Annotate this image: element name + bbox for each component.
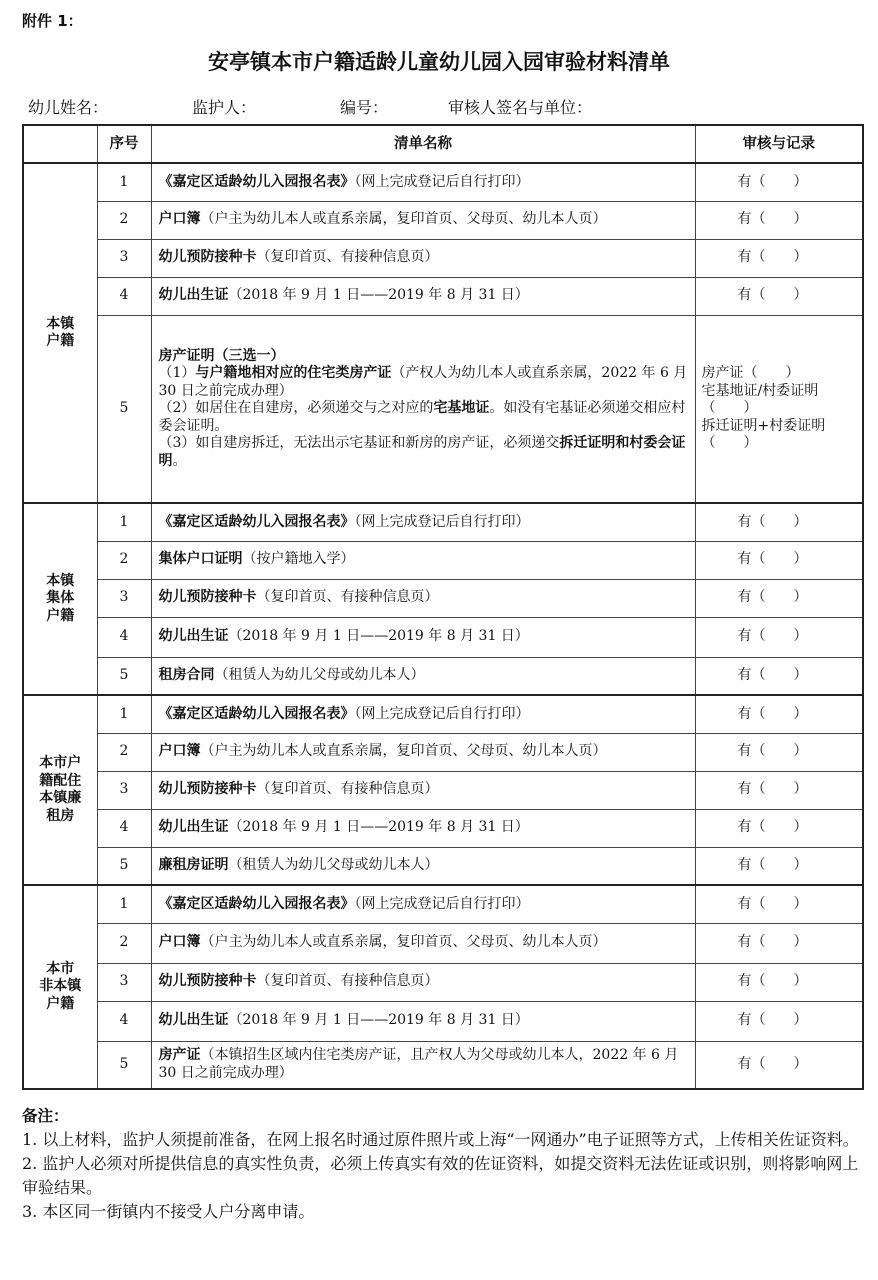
item-cell	[151, 315, 695, 503]
note-item: 2. 监护人必须对所提供信息的真实性负责，必须上传真实有效的佐证资料，如提交资料无法佐证或识别，则将影响网上审验结果。	[22, 1154, 859, 1197]
table-row	[23, 617, 863, 657]
header-name: 清单名称	[151, 125, 695, 163]
category-line: 籍配住	[39, 772, 82, 789]
note-item: 1. 以上材料，监护人须提前准备，在网上报名时通过原件照片或上海“一网通办”电子证照等方式，上传相关佐证资料。	[22, 1130, 859, 1149]
record-cell: 有（ ）	[695, 163, 863, 201]
notes-heading: 备注：	[22, 1107, 69, 1125]
table-row	[23, 541, 863, 579]
record-cell: 有（ ）	[695, 1041, 863, 1089]
item-text: 拆迁证明和村委会证明	[158, 435, 686, 469]
item-detail: （复印首页、有接种信息页）	[256, 781, 439, 798]
item-cell	[151, 733, 695, 771]
table-row	[23, 201, 863, 239]
reviewer-label: 审核人签名与单位：	[448, 98, 593, 117]
number-label: 编号：	[340, 98, 389, 117]
category-line: 户籍	[46, 333, 75, 349]
category-line: 本市	[46, 960, 75, 977]
row-number: 1	[97, 503, 151, 541]
row-number: 5	[97, 1041, 151, 1089]
item-title: 房产证明（三选一）	[158, 347, 285, 364]
record-cell: 有（ ）	[695, 923, 863, 963]
item-cell	[151, 809, 695, 847]
note-item: 3. 本区同一街镇内不接受人户分离申请。	[22, 1202, 315, 1221]
item-cell	[151, 277, 695, 315]
category-line: 本镇	[46, 572, 75, 589]
item-cell	[151, 163, 695, 201]
record-cell: 有（ ）	[695, 733, 863, 771]
row-number: 5	[97, 847, 151, 885]
item-cell	[151, 657, 695, 695]
item-title: 《嘉定区适龄幼儿入园报名表》	[158, 895, 355, 912]
item-text: （1）	[158, 365, 196, 381]
item-cell	[151, 541, 695, 579]
item-detail: （网上完成登记后自行打印）	[354, 895, 530, 912]
item-text: 。	[172, 452, 187, 469]
table-row	[23, 963, 863, 1001]
item-detail: （租赁人为幼儿父母或幼儿本人）	[214, 667, 425, 683]
item-detail: （租赁人为幼儿父母或幼儿本人）	[228, 857, 439, 873]
row-number: 5	[97, 315, 151, 503]
category-line: 户籍	[46, 995, 75, 1012]
table-row	[23, 885, 863, 923]
item-title: 幼儿预防接种卡	[158, 781, 257, 798]
record-cell	[695, 315, 863, 503]
item-cell	[151, 1001, 695, 1041]
item-cell	[151, 963, 695, 1001]
table-row	[23, 277, 863, 315]
item-title: 户口簿	[158, 743, 201, 760]
notes-section	[22, 1104, 867, 1224]
item-title: 幼儿预防接种卡	[158, 249, 257, 266]
item-cell	[151, 503, 695, 541]
item-title: 幼儿出生证	[158, 1012, 229, 1029]
item-cell	[151, 201, 695, 239]
item-title: 户口簿	[158, 934, 201, 951]
category-line: 本镇	[46, 315, 75, 332]
attachment-label: 附件 1：	[22, 12, 83, 30]
item-detail: （户主为幼儿本人或直系亲属，复印首页、父母页、幼儿本人页）	[200, 934, 607, 951]
item-detail: （网上完成登记后自行打印）	[354, 513, 530, 530]
item-title: 《嘉定区适龄幼儿入园报名表》	[158, 513, 355, 530]
row-number: 3	[97, 579, 151, 617]
item-detail: （2018 年 9 月 1 日——2019 年 8 月 31 日）	[228, 628, 529, 645]
item-cell	[151, 239, 695, 277]
item-title: 幼儿出生证	[158, 287, 229, 304]
row-number: 3	[97, 963, 151, 1001]
row-number: 2	[97, 201, 151, 239]
record-cell: 有（ ）	[695, 963, 863, 1001]
table-row	[23, 695, 863, 733]
item-title: 《嘉定区适龄幼儿入园报名表》	[158, 173, 355, 190]
record-cell: 有（ ）	[695, 277, 863, 315]
header-review: 审核与记录	[695, 125, 863, 163]
table-row	[23, 809, 863, 847]
row-number: 4	[97, 277, 151, 315]
record-cell: 有（ ）	[695, 771, 863, 809]
category-line: 本市户	[39, 755, 82, 771]
record-cell: 有（ ）	[695, 239, 863, 277]
category-cell	[23, 503, 97, 695]
item-title: 房产证	[158, 1047, 201, 1064]
item-cell	[151, 885, 695, 923]
record-cell: 有（ ）	[695, 885, 863, 923]
category-line: 集体	[46, 590, 75, 607]
item-title: 幼儿出生证	[158, 628, 229, 645]
item-line	[159, 435, 688, 470]
row-number: 1	[97, 163, 151, 201]
row-number: 4	[97, 809, 151, 847]
table-header-row	[23, 125, 863, 163]
item-text: 。如没有宅基证必须递交相应村委会证明。	[158, 400, 686, 434]
row-number: 2	[97, 733, 151, 771]
item-detail: （复印首页、有接种信息页）	[256, 249, 439, 266]
row-number: 3	[97, 239, 151, 277]
category-line: 租房	[46, 807, 75, 824]
page-title: 安亭镇本市户籍适龄儿童幼儿园入园审验材料清单	[208, 50, 670, 74]
row-number: 4	[97, 1001, 151, 1041]
category-cell	[23, 885, 97, 1089]
materials-table	[22, 124, 864, 1090]
table-row	[23, 579, 863, 617]
row-number: 4	[97, 617, 151, 657]
item-detail: （按户籍地入学）	[242, 551, 355, 568]
row-number: 5	[97, 657, 151, 695]
record-cell: 有（ ）	[695, 657, 863, 695]
item-cell	[151, 771, 695, 809]
record-cell: 有（ ）	[695, 617, 863, 657]
record-cell: 有（ ）	[695, 201, 863, 239]
item-text: 与户籍地相对应的住宅类房产证	[195, 365, 392, 381]
table-row	[23, 503, 863, 541]
table-row	[23, 771, 863, 809]
guardian-label: 监护人：	[192, 98, 257, 117]
item-detail: （网上完成登记后自行打印）	[354, 173, 530, 190]
row-number: 3	[97, 771, 151, 809]
record-cell: 有（ ）	[695, 847, 863, 885]
item-cell	[151, 695, 695, 733]
category-line: 户籍	[46, 607, 75, 624]
table-row	[23, 163, 863, 201]
table-row	[23, 315, 863, 503]
record-option: 宅基地证/村委证明（ ）	[701, 382, 819, 416]
table-row	[23, 657, 863, 695]
table-row	[23, 847, 863, 885]
item-text: （产权人为幼儿本人或直系亲属，2022 年 6 月 30 日之前完成办理）	[158, 365, 688, 399]
record-option: 拆迁证明+村委证明（ ）	[701, 417, 826, 451]
table-row	[23, 1041, 863, 1089]
child-name-label: 幼儿姓名：	[28, 98, 109, 117]
item-detail: （户主为幼儿本人或直系亲属，复印首页、父母页、幼儿本人页）	[200, 743, 607, 760]
item-line	[159, 400, 688, 435]
category-cell	[23, 163, 97, 503]
item-text: 宅基地证	[433, 400, 490, 416]
row-number: 1	[97, 695, 151, 733]
item-title: 幼儿预防接种卡	[158, 973, 257, 990]
item-cell	[151, 617, 695, 657]
item-title: 租房合同	[158, 667, 215, 683]
item-cell	[151, 923, 695, 963]
table-row	[23, 1001, 863, 1041]
item-detail: （2018 年 9 月 1 日——2019 年 8 月 31 日）	[228, 1012, 529, 1029]
item-cell	[151, 1041, 695, 1089]
item-detail: （复印首页、有接种信息页）	[256, 589, 439, 606]
item-detail: （网上完成登记后自行打印）	[354, 705, 530, 722]
record-cell: 有（ ）	[695, 695, 863, 733]
record-cell: 有（ ）	[695, 1001, 863, 1041]
item-title: 集体户口证明	[158, 551, 243, 568]
table-row	[23, 733, 863, 771]
item-title: 幼儿出生证	[158, 819, 229, 836]
row-number: 2	[97, 923, 151, 963]
category-line: 本镇廉	[39, 790, 82, 806]
record-option: 房产证（ ）	[701, 365, 800, 381]
table-row	[23, 239, 863, 277]
table-row	[23, 923, 863, 963]
item-cell	[151, 847, 695, 885]
header-category-cell	[23, 125, 97, 163]
item-title: 廉租房证明	[158, 857, 229, 873]
row-number: 1	[97, 885, 151, 923]
item-detail: （户主为幼儿本人或直系亲属，复印首页、父母页、幼儿本人页）	[200, 211, 607, 228]
item-detail: （2018 年 9 月 1 日——2019 年 8 月 31 日）	[228, 819, 529, 836]
category-line: 非本镇	[39, 978, 82, 995]
record-cell: 有（ ）	[695, 579, 863, 617]
record-cell: 有（ ）	[695, 541, 863, 579]
item-title: 户口簿	[158, 211, 201, 228]
item-line	[159, 365, 688, 400]
item-title: 《嘉定区适龄幼儿入园报名表》	[158, 705, 355, 722]
item-detail: （本镇招生区域内住宅类房产证，且产权人为父母或幼儿本人，2022 年 6 月 30 日之前完成办理）	[158, 1047, 679, 1081]
item-detail: （复印首页、有接种信息页）	[256, 973, 439, 990]
item-title: 幼儿预防接种卡	[158, 589, 257, 606]
header-seq: 序号	[97, 125, 151, 163]
category-cell	[23, 695, 97, 885]
row-number: 2	[97, 541, 151, 579]
item-cell	[151, 579, 695, 617]
item-text: （3）如自建房拆迁，无法出示宅基证和新房的房产证，必须递交	[158, 435, 560, 451]
record-cell: 有（ ）	[695, 503, 863, 541]
item-text: （2）如居住在自建房，必须递交与之对应的	[158, 400, 434, 416]
record-cell: 有（ ）	[695, 809, 863, 847]
item-detail: （2018 年 9 月 1 日——2019 年 8 月 31 日）	[228, 287, 529, 304]
